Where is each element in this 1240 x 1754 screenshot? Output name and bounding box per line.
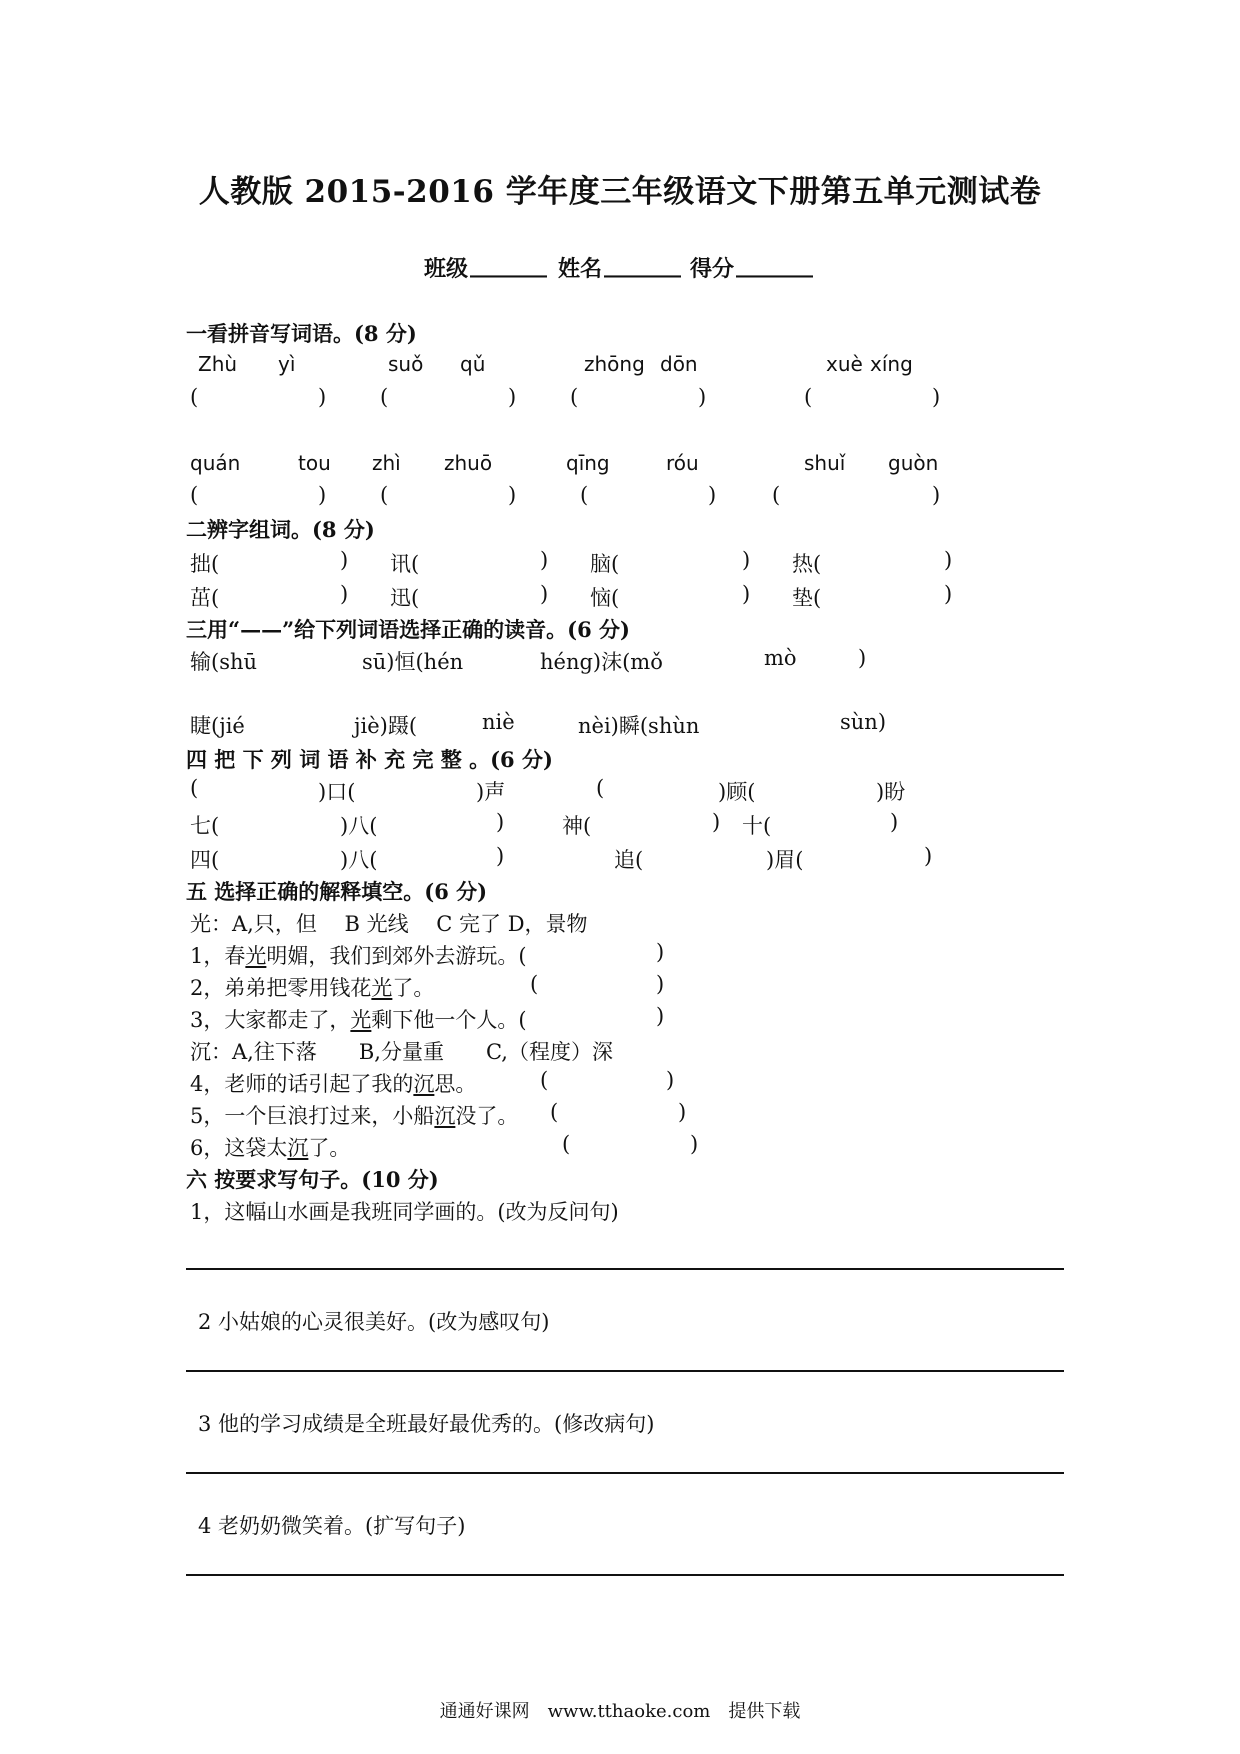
idiom-part: )顾( xyxy=(718,780,756,804)
answer-close: ) xyxy=(340,548,349,572)
section6-heading: 六 按要求写句子。(10 分) xyxy=(186,1167,439,1192)
char-item: 茁( xyxy=(190,586,220,610)
idiom-part: ( xyxy=(190,776,199,800)
pinyin: suǒ xyxy=(388,352,424,376)
reading-option: nèi)瞬(shùn xyxy=(578,714,700,738)
answer-open: ( xyxy=(380,483,389,507)
pinyin: zhuō xyxy=(444,451,493,475)
answer-close: ) xyxy=(678,1100,687,1124)
section5-heading: 五 选择正确的解释填空。(6 分) xyxy=(186,879,488,904)
idiom-part: )八( xyxy=(340,848,378,872)
pinyin: dōn xyxy=(660,352,698,376)
answer-open: ( xyxy=(580,483,589,507)
answer-close: ) xyxy=(932,385,941,409)
reading-option: ) xyxy=(858,646,867,670)
reading-option: jiè)蹑( xyxy=(354,714,418,738)
answer-open: ( xyxy=(804,385,813,409)
question-6: 6，这袋太沉了。 xyxy=(190,1136,351,1160)
answer-close: ) xyxy=(540,582,549,606)
answer-line[interactable] xyxy=(186,1574,1064,1576)
answer-close: ) xyxy=(656,972,665,996)
answer-close: ) xyxy=(944,548,953,572)
pinyin: róu xyxy=(666,451,699,475)
answer-open: ( xyxy=(540,1068,549,1092)
pinyin: yì xyxy=(278,352,296,376)
answer-line[interactable] xyxy=(186,1268,1064,1270)
answer-close: ) xyxy=(698,385,707,409)
answer-open: ( xyxy=(550,1100,559,1124)
reading-option: héng)沫(mǒ xyxy=(540,650,663,674)
idiom-part: 神( xyxy=(562,814,592,838)
definition-guang: 光：A,只，但 B 光线 C 完了 D，景物 xyxy=(190,912,588,936)
char-item: 迅( xyxy=(390,586,420,610)
reading-option: sùn) xyxy=(840,710,887,734)
answer-close: ) xyxy=(656,1004,665,1028)
idiom-part: )八( xyxy=(340,814,378,838)
answer-close: ) xyxy=(708,483,717,507)
idiom-part: 十( xyxy=(742,814,772,838)
pinyin: Zhù xyxy=(198,352,238,376)
answer-close: ) xyxy=(666,1068,675,1092)
score-label: 得分 xyxy=(690,256,735,282)
idiom-part: )盼 xyxy=(876,780,906,804)
answer-close: ) xyxy=(742,548,751,572)
idiom-part: )声 xyxy=(476,780,506,804)
answer-close: ) xyxy=(742,582,751,606)
idiom-part: 四( xyxy=(190,848,220,872)
idiom-part: ) xyxy=(890,810,899,834)
char-item: 恼( xyxy=(590,586,620,610)
question-4: 4，老师的话引起了我的沉思。 xyxy=(190,1072,477,1096)
idiom-part: )口( xyxy=(318,780,356,804)
answer-open: ( xyxy=(562,1132,571,1156)
idiom-part: ) xyxy=(924,844,933,868)
definition-chen: 沉：A,往下落 B,分量重 C,（程度）深 xyxy=(190,1040,613,1064)
answer-open: ( xyxy=(380,385,389,409)
rewrite-question-1: 1，这幅山水画是我班同学画的。(改为反问句) xyxy=(190,1200,619,1224)
question-1: 1，春光明媚，我们到郊外去游玩。( xyxy=(190,944,527,968)
answer-close: ) xyxy=(656,940,665,964)
char-item: 垫( xyxy=(792,586,822,610)
pinyin: xíng xyxy=(870,352,913,376)
answer-close: ) xyxy=(340,582,349,606)
pinyin: tou xyxy=(298,451,331,475)
question-2: 2，弟弟把零用钱花光了。 xyxy=(190,976,435,1000)
char-item: 讯( xyxy=(390,552,420,576)
idiom-part: 追( xyxy=(614,848,644,872)
idiom-part: )眉( xyxy=(766,848,804,872)
section3-heading: 三用“——”给下列词语选择正确的读音。(6 分) xyxy=(186,617,630,642)
answer-close: ) xyxy=(318,385,327,409)
idiom-part: ( xyxy=(596,776,605,800)
reading-option: niè xyxy=(482,710,515,734)
pinyin: guòn xyxy=(888,451,939,475)
reading-option: sū)恒(hén xyxy=(362,650,464,674)
pinyin: zhì xyxy=(372,451,401,475)
answer-close: ) xyxy=(318,483,327,507)
answer-open: ( xyxy=(190,483,199,507)
answer-line[interactable] xyxy=(186,1370,1064,1372)
char-item: 热( xyxy=(792,552,822,576)
name-label: 姓名 xyxy=(558,256,603,282)
answer-close: ) xyxy=(690,1132,699,1156)
idiom-part: ) xyxy=(496,810,505,834)
page-title: 人教版 2015-2016 学年度三年级语文下册第五单元测试卷 xyxy=(198,174,1042,210)
char-item: 脑( xyxy=(590,552,620,576)
idiom-part: 七( xyxy=(190,814,220,838)
pinyin: qǔ xyxy=(460,352,486,376)
answer-line[interactable] xyxy=(186,1472,1064,1474)
section1-heading: 一看拼音写词语。(8 分) xyxy=(186,321,417,346)
answer-open: ( xyxy=(570,385,579,409)
answer-close: ) xyxy=(508,385,517,409)
class-label: 班级 xyxy=(424,256,469,282)
reading-option: 睫(jié xyxy=(190,714,245,738)
answer-close: ) xyxy=(932,483,941,507)
rewrite-question-3: 3 他的学习成绩是全班最好最优秀的。(修改病句) xyxy=(198,1412,655,1436)
answer-open: ( xyxy=(530,972,539,996)
rewrite-question-4: 4 老奶奶微笑着。(扩写句子) xyxy=(198,1514,466,1538)
reading-option: 输(shū xyxy=(190,650,258,674)
idiom-part: ) xyxy=(712,810,721,834)
pinyin: zhōng xyxy=(584,352,645,376)
footer: 通通好课网 www.tthaoke.com 提供下载 xyxy=(439,1701,801,1722)
rewrite-question-2: 2 小姑娘的心灵很美好。(改为感叹句) xyxy=(198,1310,550,1334)
answer-open: ( xyxy=(190,385,199,409)
answer-close: ) xyxy=(540,548,549,572)
class-blank[interactable]: _______ xyxy=(470,252,547,278)
score-blank[interactable]: _______ xyxy=(736,252,813,278)
answer-open: ( xyxy=(772,483,781,507)
question-5: 5，一个巨浪打过来，小船沉没了。 xyxy=(190,1104,519,1128)
idiom-part: ) xyxy=(496,844,505,868)
question-3: 3，大家都走了，光剩下他一个人。( xyxy=(190,1008,527,1032)
name-blank[interactable]: _______ xyxy=(604,252,681,278)
pinyin: shuǐ xyxy=(804,451,846,475)
pinyin: quán xyxy=(190,451,241,475)
char-item: 拙( xyxy=(190,552,220,576)
section2-heading: 二辨字组词。(8 分) xyxy=(186,517,375,542)
section4-heading: 四 把 下 列 词 语 补 充 完 整 。(6 分) xyxy=(186,747,553,772)
answer-close: ) xyxy=(508,483,517,507)
reading-option: mò xyxy=(764,646,797,670)
pinyin: xuè xyxy=(826,352,863,376)
answer-close: ) xyxy=(944,582,953,606)
pinyin: qīng xyxy=(566,451,610,475)
